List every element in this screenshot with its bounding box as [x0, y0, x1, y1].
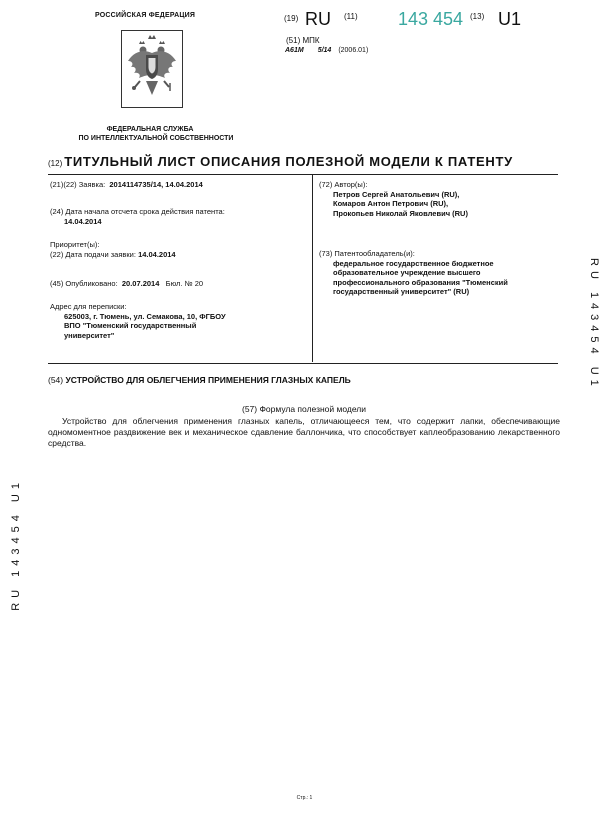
filing-value: 14.04.2014 — [138, 249, 176, 259]
table-divider — [312, 174, 313, 362]
code-13: (13) — [470, 12, 485, 21]
author-name: Комаров Антон Петрович (RU), — [333, 199, 449, 208]
address-line: ВПО "Тюменский государственный — [64, 321, 197, 330]
kind-code: U1 — [498, 9, 522, 29]
term-field — [50, 207, 310, 226]
published-field — [50, 279, 310, 289]
holder-line: федеральное государственное бюджетное — [333, 258, 494, 268]
authors-label: (72) Автор(ы): — [319, 180, 368, 189]
agency-line-1: ФЕДЕРАЛЬНАЯ СЛУЖБА — [106, 126, 194, 133]
application-field — [50, 180, 310, 190]
published-label: (45) Опубликовано: — [50, 279, 118, 288]
address-field — [50, 302, 310, 340]
address-line: 625003, г. Тюмень, ул. Семакова, 10, ФГБОУ — [64, 311, 226, 321]
invention-title — [48, 375, 351, 385]
country-name: РОССИЙСКАЯ ФЕДЕРАЦИЯ — [95, 12, 196, 19]
term-value: 14.04.2014 — [64, 216, 102, 226]
address-line: университет" — [64, 330, 115, 340]
invention-title-text: УСТРОЙСТВО ДЛЯ ОБЛЕГЧЕНИЯ ПРИМЕНЕНИЯ ГЛАЗНЫХ КАПЕЛЬ — [65, 375, 351, 385]
author-name: Прокопьев Николай Яковлевич (RU) — [333, 208, 468, 218]
claims-heading: (57) Формула полезной модели — [241, 404, 366, 414]
page-number: Стр.: 1 — [296, 795, 313, 801]
priority-label: Приоритет(ы): — [50, 240, 100, 249]
title-code: (12) — [48, 159, 63, 168]
application-value: 2014114735/14, 14.04.2014 — [109, 180, 203, 189]
priority-field — [50, 240, 310, 259]
holder-label: (73) Патентообладатель(и): — [319, 249, 415, 258]
authors-field — [319, 180, 554, 218]
agency-line-2: ПО ИНТЕЛЛЕКТУАЛЬНОЙ СОБСТВЕННОСТИ — [78, 135, 234, 142]
published-value: 20.07.2014 — [121, 279, 160, 288]
holder-line: государственный университет" (RU) — [333, 287, 470, 296]
bulletin: Бюл. № 20 — [165, 279, 204, 288]
mpk-label: (51) МПК — [286, 36, 320, 45]
document-title — [48, 154, 554, 169]
holder-line: профессионального образования "Тюменский — [333, 277, 508, 287]
holder-field — [319, 249, 554, 297]
filing-label: (22) Дата подачи заявки: — [50, 249, 136, 259]
holder-line: образовательное учреждение высшего — [333, 268, 481, 277]
term-label: (24) Дата начала отсчета срока действия патента: — [50, 207, 225, 216]
coat-of-arms-icon — [122, 31, 182, 107]
invention-code: (54) — [48, 375, 64, 385]
author-name: Петров Сергей Анатольевич (RU), — [333, 189, 460, 199]
code-11: (11) — [344, 12, 358, 21]
application-label: (21)(22) Заявка: — [50, 180, 106, 189]
patent-number: 143 454 — [398, 9, 464, 29]
claims-text: Устройство для облегчения применения глазных капель, отличающееся тем, что содержит лапки, обеспечивающие одномоментное раздвижение век и механическое сдавление баллончика, что способствует каплеобразованию лекарственного средства. — [48, 416, 560, 448]
state-emblem — [121, 30, 183, 108]
ipc-classification — [285, 47, 368, 54]
side-code-left: RU 143454 U1 — [10, 478, 22, 611]
country-code: RU — [305, 9, 331, 29]
code-19: (19) — [284, 14, 299, 23]
ipc-version: (2006.01) — [338, 47, 369, 54]
address-label: Адрес для переписки: — [50, 302, 127, 311]
title-text: ТИТУЛЬНЫЙ ЛИСТ ОПИСАНИЯ ПОЛЕЗНОЙ МОДЕЛИ К ПАТЕНТУ — [64, 154, 513, 169]
ipc-class: A61M — [285, 47, 304, 54]
ipc-group: 5/14 — [317, 47, 332, 54]
side-code-right: RU 143454 U1 — [588, 258, 600, 391]
